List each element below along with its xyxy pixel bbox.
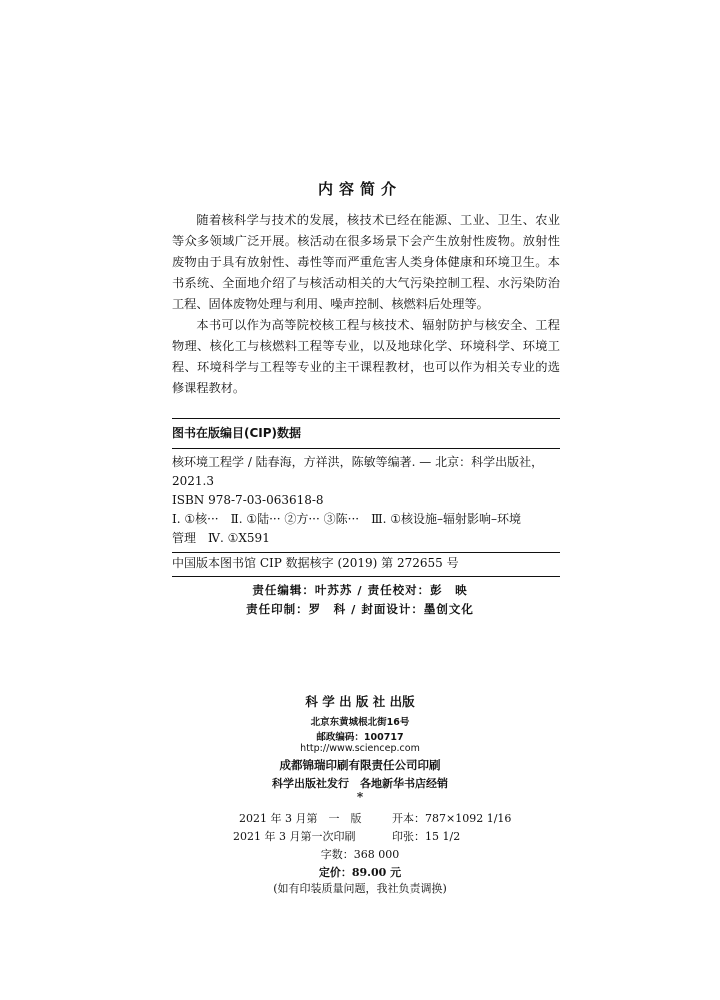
- printer-line: 成都锦瑞印刷有限责任公司印刷: [279, 758, 441, 772]
- cip-classification-line-1: Ⅰ. ①核··· Ⅱ. ①陆··· ②方··· ③陈··· Ⅲ. ①核设施–辐射影响–环境: [172, 512, 522, 526]
- credits-line-2: 责任印制：罗 科 / 封面设计：墨创文化: [246, 602, 474, 616]
- summary-title: 内容简介: [317, 180, 402, 198]
- price: 定价：89.00 元: [318, 866, 402, 879]
- separator-star: *: [356, 790, 364, 804]
- printing-date: 2021 年 3 月第一次印刷: [233, 830, 356, 843]
- cip-entry-line-2: 2021.3: [172, 474, 214, 488]
- credits-line-1: 责任编辑：叶苏苏 / 责任校对：彭 映: [252, 583, 468, 597]
- word-count: 字数：368 000: [320, 848, 400, 861]
- distribution-line: 科学出版社发行 各地新华书店经销: [272, 777, 448, 790]
- cip-header: 图书在版编目(CIP)数据: [172, 426, 302, 440]
- cip-isbn: ISBN 978-7-03-063618-8: [172, 493, 324, 507]
- quality-note: (如有印装质量问题，我社负责调换): [273, 882, 447, 895]
- publisher-name: 科 学 出 版 社 出版: [305, 694, 415, 709]
- summary-text: [172, 210, 560, 399]
- cip-bottom-rule: [172, 576, 560, 577]
- summary-paragraph-2: 本书可以作为高等院校核工程与核技术、辐射防护与核安全、工程物理、核化工与核燃料工程等专业，以及地球化学、环境科学、环境工程、环境科学与工程等专业的主干课程教材，也可以作为相关专业的选修课程教材。: [172, 318, 560, 395]
- printed-sheets: 印张：15 1/2: [392, 830, 461, 843]
- cip-classification-line-2: 管理 Ⅳ. ①X591: [172, 531, 270, 545]
- cip-top-rule: [172, 418, 560, 419]
- cip-entry-line-1: 核环境工程学 / 陆春海，方祥洪，陈敏等编著. — 北京：科学出版社，: [172, 455, 544, 469]
- cip-header-rule: [172, 448, 560, 449]
- publisher-postcode: 邮政编码：100717: [316, 732, 404, 743]
- publisher-address: 北京东黄城根北街16号: [310, 717, 410, 728]
- publisher-url: http://www.sciencep.com: [300, 743, 420, 754]
- edition-date: 2021 年 3 月第 一 版: [239, 812, 362, 825]
- cip-library-record: 中国版本图书馆 CIP 数据核字 (2019) 第 272655 号: [172, 556, 459, 570]
- summary-paragraph-1: 随着核科学与技术的发展，核技术已经在能源、工业、卫生、农业等众多领域广泛开展。核活动在很多场景下会产生放射性废物。放射性废物由于具有放射性、毒性等而严重危害人类身体健康和环境卫生。本书系统、全面地介绍了与核活动相关的大气污染控制工程、水污染防治工程、固体废物处理与利用、噪声控制、核燃料后处理等。: [172, 213, 560, 311]
- book-format: 开本：787×1092 1/16: [392, 812, 512, 825]
